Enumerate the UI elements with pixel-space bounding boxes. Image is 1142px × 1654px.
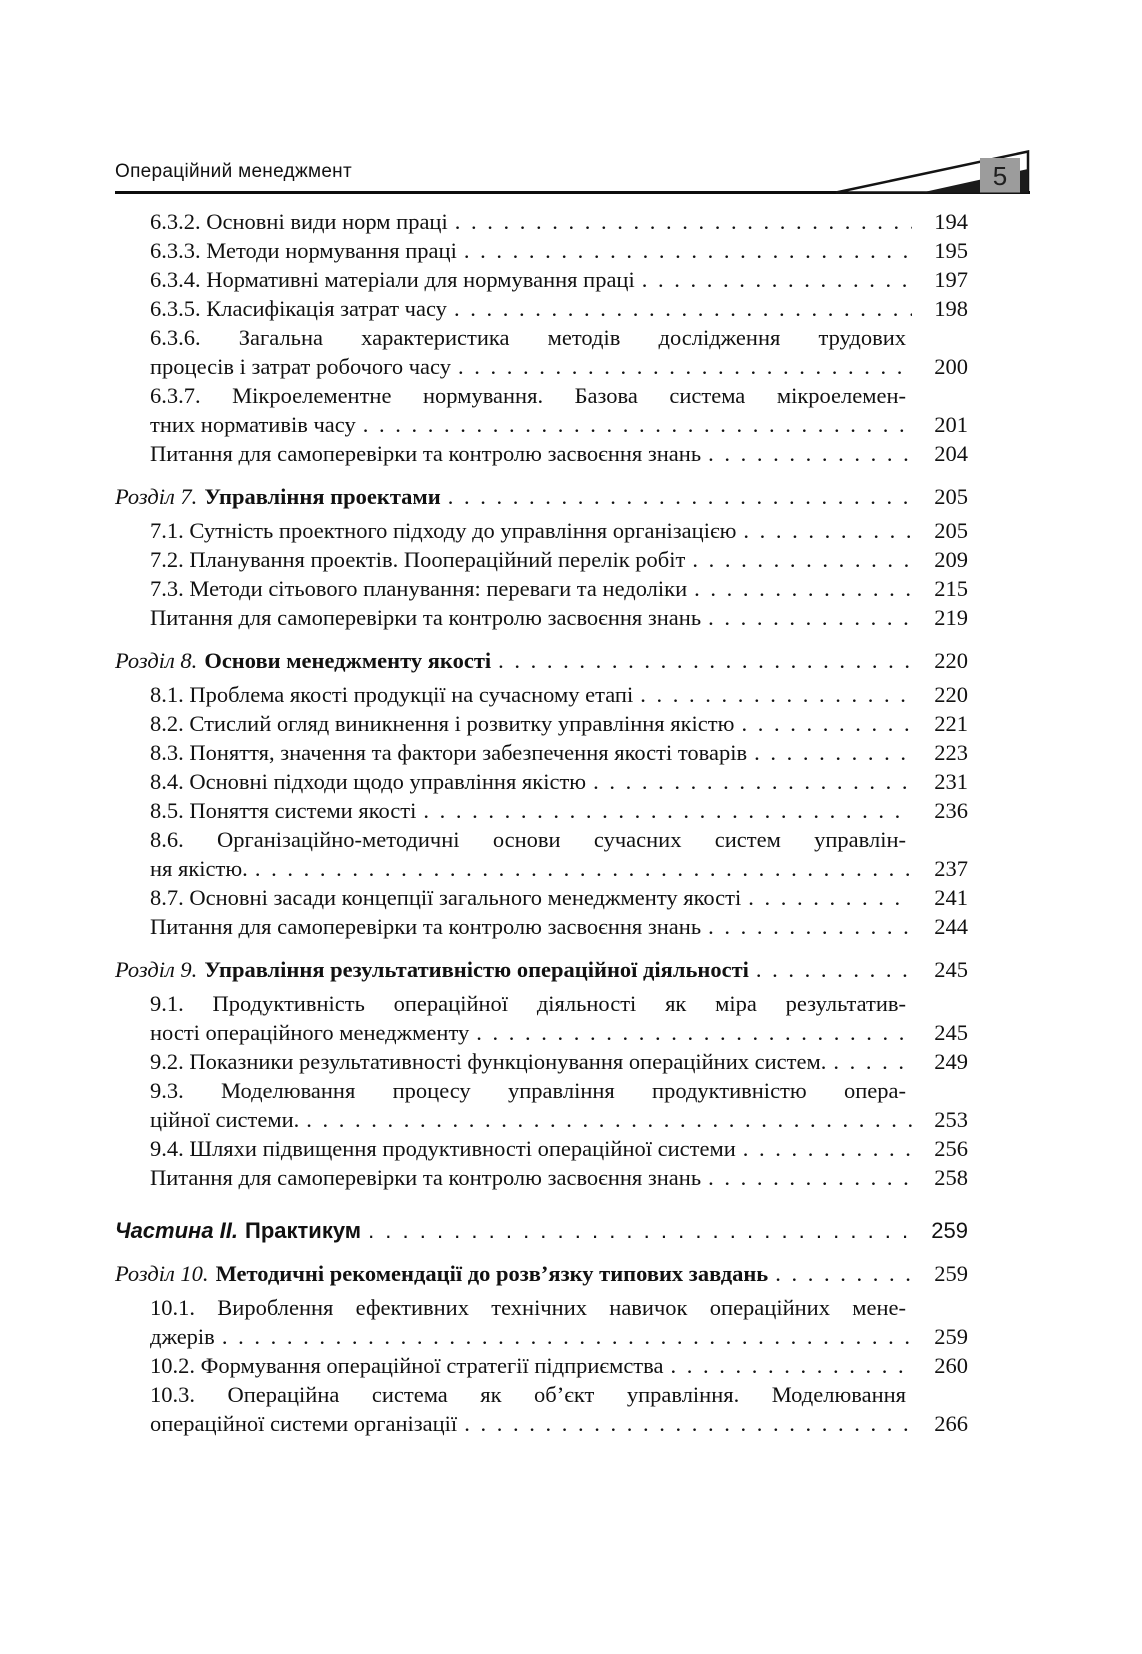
toc-line: [150, 352, 968, 381]
toc-entry-text: 6.3.4. Нормативні матеріали для нормування праці: [150, 267, 635, 292]
toc-entry-text: операційної системи організації: [150, 1411, 458, 1436]
toc-entry-text: Практикум: [245, 1218, 362, 1243]
dot-leader: [464, 236, 912, 265]
running-title: Операційний менеджмент: [115, 161, 352, 182]
toc-entry-text: Управління результативністю операційної діяльності: [204, 957, 749, 982]
toc-entry-text: Питання для самоперевірки та контролю засвоєння знань: [150, 914, 702, 939]
toc-entry-text: 10.1. Вироблення ефективних технічних навичок операційних мене-: [150, 1295, 906, 1320]
toc-entry: [115, 1076, 968, 1134]
toc-entry-text: Управління проектами: [204, 484, 441, 509]
dot-leader: [448, 482, 912, 511]
toc-entry-text: 6.3.6. Загальна характеристика методів дослідження трудових: [150, 325, 906, 350]
dot-leader: [476, 1018, 912, 1047]
dot-leader: [363, 410, 912, 439]
toc-line: [115, 1259, 968, 1288]
toc-line: [150, 1134, 968, 1163]
toc-line: [150, 767, 968, 796]
dot-leader: [454, 294, 912, 323]
toc-line: [150, 680, 968, 709]
toc-entry: [115, 1293, 968, 1351]
toc-entry-text: 8.7. Основні засади концепції загального менеджменту якості: [150, 885, 742, 910]
toc-line: [150, 516, 968, 545]
toc-page-number: 220: [934, 648, 968, 673]
toc-page-number: 259: [934, 1261, 968, 1286]
toc-entry-text: Основи менеджменту якості: [204, 648, 492, 673]
toc-entry: [115, 1163, 968, 1192]
dot-leader: [368, 1216, 912, 1245]
toc-page-number: 260: [934, 1353, 968, 1378]
toc-line: [150, 825, 906, 854]
toc-entry: [115, 294, 968, 323]
toc-page-number: 258: [934, 1165, 968, 1190]
dot-leader: [741, 709, 912, 738]
toc-entry: [115, 236, 968, 265]
toc-page-number: 259: [931, 1218, 968, 1243]
toc-page-number: 237: [934, 856, 968, 881]
page-number: 5: [992, 161, 1008, 191]
toc-page-number: 231: [934, 769, 968, 794]
toc-entry: [115, 709, 968, 738]
toc-page-number: 204: [934, 441, 968, 466]
toc-page-number: 198: [934, 296, 968, 321]
toc-entry: [115, 207, 968, 236]
toc-entry: [115, 1134, 968, 1163]
toc-line: [150, 738, 968, 767]
toc-page-number: 221: [934, 711, 968, 736]
dot-leader: [748, 883, 912, 912]
toc-line: [150, 1076, 906, 1105]
toc-entry: [115, 738, 968, 767]
dot-leader: [756, 955, 912, 984]
dot-leader: [593, 767, 912, 796]
toc-entry: [115, 516, 968, 545]
toc-heading-prefix: Розділ 8.: [115, 648, 198, 673]
dot-leader: [708, 1163, 912, 1192]
toc-line: [150, 1105, 968, 1134]
dot-leader: [458, 352, 912, 381]
toc-entry-text: 9.3. Моделювання процесу управління продуктивністю опера-: [150, 1078, 906, 1103]
toc-entry-text: Питання для самоперевірки та контролю засвоєння знань: [150, 1165, 702, 1190]
toc-page-number: 266: [934, 1411, 968, 1436]
toc-page-number: 245: [934, 1020, 968, 1045]
toc-line: [150, 410, 968, 439]
toc-page-number: 236: [934, 798, 968, 823]
toc-line: [150, 1163, 968, 1192]
toc-entry-text: 9.2. Показники результативності функціонування операційних систем.: [150, 1049, 827, 1074]
toc-page-number: 249: [934, 1049, 968, 1074]
toc-entry: [115, 912, 968, 941]
toc-entry-text: 7.3. Методи сітьового планування: переваги та недоліки: [150, 576, 688, 601]
toc-line: [115, 646, 968, 675]
toc-line: [150, 1380, 906, 1409]
dot-leader: [455, 207, 912, 236]
toc-entry-text: Методичні рекомендації до розв’язку типових завдань: [215, 1261, 769, 1286]
toc-entry: [115, 796, 968, 825]
toc-heading-chapter: [115, 1259, 968, 1288]
dot-leader: [464, 1409, 912, 1438]
toc-line: [150, 236, 968, 265]
toc-entry: [115, 825, 968, 883]
dot-leader: [642, 265, 912, 294]
toc-line: [150, 381, 906, 410]
toc-entry: [115, 439, 968, 468]
toc-heading-chapter: [115, 646, 968, 675]
toc-entry-text: 8.6. Організаційно-методичні основи сучасних систем управлін-: [150, 827, 906, 852]
toc-line: [150, 796, 968, 825]
toc-page-number: 200: [934, 354, 968, 379]
toc-line: [150, 1322, 968, 1351]
page-corner-graphic: [834, 150, 1030, 194]
toc-entry-text: 6.3.3. Методи нормування праці: [150, 238, 457, 263]
toc-line: [150, 603, 968, 632]
toc-entry-text: 6.3.2. Основні види норм праці: [150, 209, 448, 234]
toc-line: [150, 439, 968, 468]
toc-page-number: 259: [934, 1324, 968, 1349]
toc-heading-prefix: Розділ 7.: [115, 484, 198, 509]
toc-entry-text: 9.1. Продуктивність операційної діяльності як міра результатив-: [150, 991, 906, 1016]
toc-entry-text: 8.2. Стислий огляд виникнення і розвитку управління якістю: [150, 711, 735, 736]
page-header: [115, 146, 1030, 194]
toc-entry-text: 6.3.7. Мікроелементне нормування. Базова система мікроелемен-: [150, 383, 906, 408]
toc-line: [150, 1409, 968, 1438]
toc-line: [150, 294, 968, 323]
toc-page-number: 223: [934, 740, 968, 765]
dot-leader: [692, 545, 912, 574]
toc-page-number: 205: [934, 484, 968, 509]
toc-entry-text: 9.4. Шляхи підвищення продуктивності операційної системи: [150, 1136, 736, 1161]
toc-line: [150, 1047, 968, 1076]
toc-entry-text: ності операційного менеджменту: [150, 1020, 470, 1045]
toc-line: [150, 545, 968, 574]
toc-page-number: 256: [934, 1136, 968, 1161]
dot-leader: [498, 646, 912, 675]
toc-entry-text: джерів: [150, 1324, 215, 1349]
toc-entry: [115, 680, 968, 709]
toc-page-number: 194: [934, 209, 968, 234]
toc-entry: [115, 1351, 968, 1380]
toc-entry: [115, 545, 968, 574]
toc-page-number: 215: [934, 576, 968, 601]
dot-leader: [640, 680, 912, 709]
toc-entry: [115, 603, 968, 632]
toc-page-number: 195: [934, 238, 968, 263]
toc-entry-text: 7.2. Планування проектів. Поопераційний перелік робіт: [150, 547, 686, 572]
toc-entry-text: ційної системи.: [150, 1107, 300, 1132]
toc-page-number: 201: [934, 412, 968, 437]
toc-heading-chapter: [115, 955, 968, 984]
dot-leader: [708, 439, 912, 468]
toc-line: [150, 1351, 968, 1380]
dot-leader: [708, 912, 912, 941]
toc-heading-part: [115, 1216, 968, 1245]
toc-line: [150, 207, 968, 236]
toc-line: [150, 912, 968, 941]
toc-line: [150, 1293, 906, 1322]
toc-page-number: 220: [934, 682, 968, 707]
toc-line: [115, 482, 968, 511]
dot-leader: [222, 1322, 912, 1351]
toc-heading-prefix: Частина II.: [115, 1218, 239, 1243]
toc-line: [115, 1216, 968, 1245]
toc-entry-text: 8.3. Поняття, значення та фактори забезпечення якості товарів: [150, 740, 748, 765]
toc-page-number: 205: [934, 518, 968, 543]
toc-entry-text: 8.1. Проблема якості продукції на сучасному етапі: [150, 682, 634, 707]
toc-entry-text: 6.3.5. Класифікація затрат часу: [150, 296, 447, 321]
dot-leader: [754, 738, 912, 767]
toc-entry-text: 10.3. Операційна система як об’єкт управління. Моделювання: [150, 1382, 906, 1407]
toc-page-number: 245: [934, 957, 968, 982]
toc-page-number: 244: [934, 914, 968, 939]
toc-entry-text: тних нормативів часу: [150, 412, 356, 437]
dot-leader: [306, 1105, 912, 1134]
toc-line: [115, 955, 968, 984]
dot-leader: [743, 516, 912, 545]
toc-entry-text: 10.2. Формування операційної стратегії підприємства: [150, 1353, 664, 1378]
toc-line: [150, 989, 906, 1018]
toc-line: [150, 709, 968, 738]
toc-line: [150, 265, 968, 294]
dot-leader: [670, 1351, 912, 1380]
toc-entry-text: ня якістю.: [150, 856, 248, 881]
dot-leader: [775, 1259, 912, 1288]
toc-entry: [115, 381, 968, 439]
toc-entry: [115, 767, 968, 796]
toc-entry: [115, 883, 968, 912]
toc-heading-chapter: [115, 482, 968, 511]
toc-entry-text: процесів і затрат робочого часу: [150, 354, 451, 379]
dot-leader: [708, 603, 912, 632]
toc-heading-prefix: Розділ 9.: [115, 957, 198, 982]
toc-entry: [115, 1380, 968, 1438]
toc-line: [150, 854, 968, 883]
toc-entry: [115, 1047, 968, 1076]
toc-page-number: 197: [934, 267, 968, 292]
dot-leader: [833, 1047, 912, 1076]
toc-entry-text: 8.4. Основні підходи щодо управління якістю: [150, 769, 587, 794]
dot-leader: [743, 1134, 912, 1163]
toc-entry-text: 7.1. Сутність проектного підходу до управління організацією: [150, 518, 737, 543]
toc-entry: [115, 989, 968, 1047]
toc-entry-text: Питання для самоперевірки та контролю засвоєння знань: [150, 605, 702, 630]
table-of-contents: [115, 207, 968, 1438]
toc-page-number: 209: [934, 547, 968, 572]
toc-line: [150, 574, 968, 603]
toc-line: [150, 883, 968, 912]
toc-entry-text: 8.5. Поняття системи якості: [150, 798, 417, 823]
toc-page-number: 219: [934, 605, 968, 630]
toc-entry: [115, 323, 968, 381]
toc-line: [150, 323, 906, 352]
dot-leader: [694, 574, 912, 603]
toc-entry-text: Питання для самоперевірки та контролю засвоєння знань: [150, 441, 702, 466]
toc-page-number: 253: [934, 1107, 968, 1132]
toc-list: [115, 207, 968, 1438]
toc-entry: [115, 574, 968, 603]
toc-page-number: 241: [934, 885, 968, 910]
toc-line: [150, 1018, 968, 1047]
toc-entry: [115, 265, 968, 294]
dot-leader: [423, 796, 912, 825]
dot-leader: [255, 854, 912, 883]
toc-heading-prefix: Розділ 10.: [115, 1261, 209, 1286]
